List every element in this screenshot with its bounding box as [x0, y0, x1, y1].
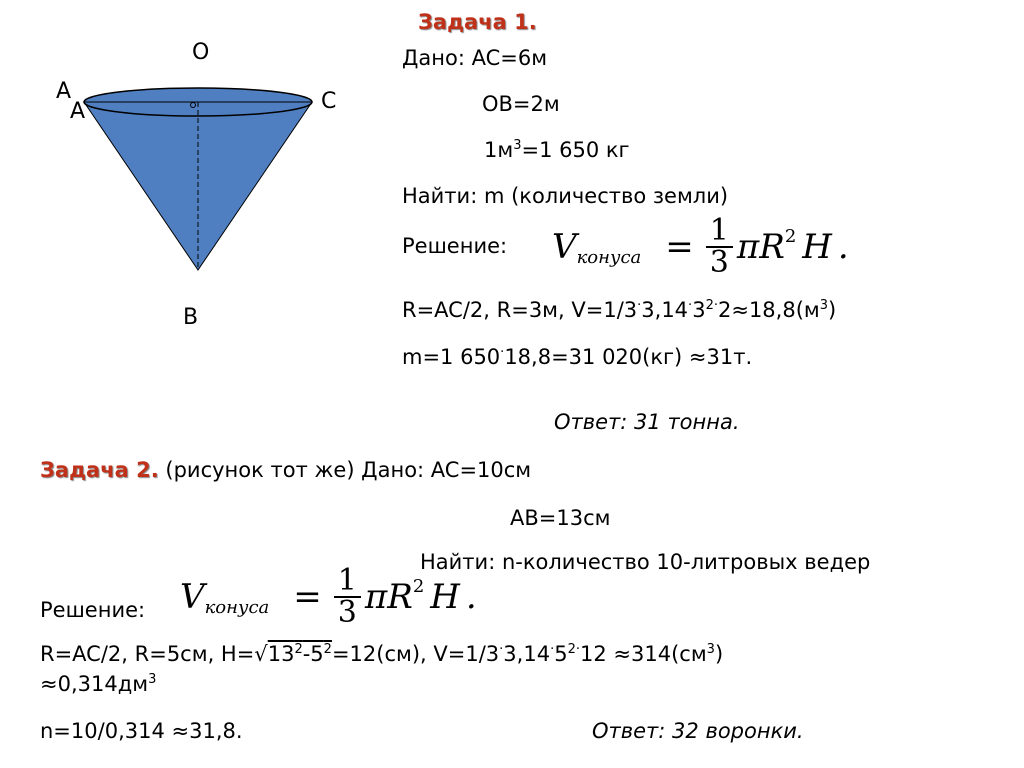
- task2-header: Задача 2. (рисунок тот же) Дано: AC=10см: [40, 458, 532, 482]
- task1-find: Найти: m (количество земли): [402, 184, 729, 208]
- task1-solution-label: Решение:: [402, 234, 508, 258]
- task1-answer: Ответ: 31 тонна.: [554, 410, 740, 434]
- label-o: O: [192, 40, 210, 65]
- task1-cone-volume-formula: V конуса = $\frac{1}{3}$ πR 2 H .: [552, 213, 849, 280]
- task1-calc-volume: R=AC/2, R=3м, $V=1/3^\cdot 3,14^\cdot 3^{2\cdot}2\approx 18,8(м^3)$: [402, 298, 837, 322]
- sqrt-radicand: $13^2-5^2$: [267, 642, 332, 666]
- label-a-bottom: A: [70, 99, 86, 124]
- label-b: B: [183, 305, 199, 330]
- label-c: C: [321, 89, 337, 114]
- task2-solution-label: Решение:: [40, 598, 146, 622]
- label-a-top: A: [56, 79, 72, 104]
- task2-answer: Ответ: 32 воронки.: [592, 719, 804, 743]
- task2-title: Задача 2.: [40, 458, 159, 482]
- task1-title: Задача 1.: [418, 10, 537, 34]
- task2-cone-volume-formula: V конуса = $\frac{1}{3}$ πR 2 H .: [180, 563, 477, 630]
- task2-calc-volume: R=AC/2, R=5см, $H=√13^2-5^2=12(см)$, $V=1/3^\cdot 3,14^\cdot 5^{2\cdot}12 \approx 314(см^3)$: [40, 642, 724, 666]
- cone-figure: [60, 70, 340, 290]
- task2-calc-count: n=10/0,314 ≈31,8.: [40, 719, 243, 743]
- task1-calc-mass: m=1 650·18,8=31 020(кг) ≈31т.: [402, 345, 753, 369]
- task2-given-ab: AB=13см: [510, 506, 611, 530]
- task1-given-density: $1м^3=1$ 650 кг: [484, 138, 630, 162]
- task1-given-ac: Дано: AC=6м: [402, 46, 548, 70]
- task2-calc-volume-dm: $\approx 0,314дм^3$: [40, 672, 157, 696]
- task1-given-ob: OB=2м: [482, 92, 560, 116]
- task2-find: Найти: n-количество 10-литровых ведер: [420, 550, 871, 574]
